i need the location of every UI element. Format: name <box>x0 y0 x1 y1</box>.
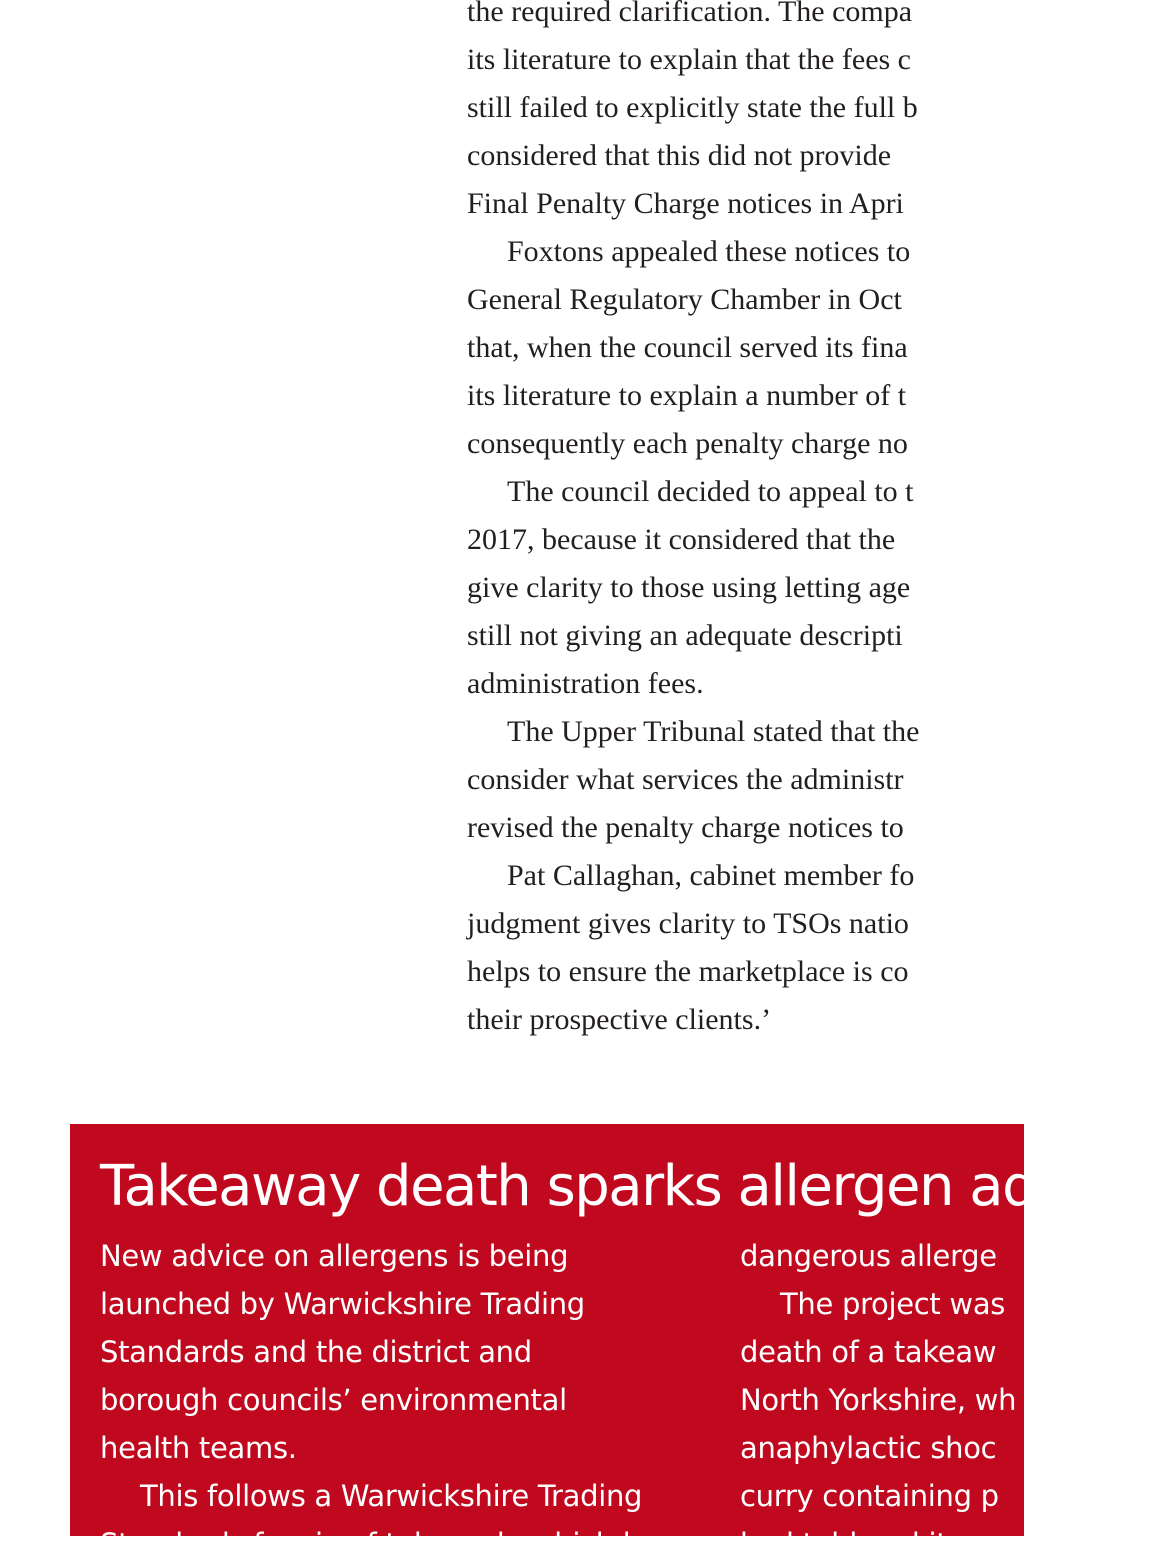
article-text-line: consider what services the administr <box>467 763 904 796</box>
sidebar-text-line: The project was <box>780 1287 1006 1321</box>
sidebar-text-line: This follows a Warwickshire Trading <box>140 1479 643 1513</box>
article-text-line: Foxtons appealed these notices to <box>507 235 911 268</box>
article-text-line: its literature to explain a number of t <box>467 379 907 412</box>
sidebar-text-line: anaphylactic shoc <box>740 1431 997 1465</box>
article-text-line: still failed to explicitly state the full b <box>467 91 918 124</box>
article-text-line: The Upper Tribunal stated that the <box>507 715 920 748</box>
sidebar-text-line: North Yorkshire, wh <box>740 1383 1017 1417</box>
sidebar-right-column <box>740 1232 1016 1568</box>
article-text-line: Pat Callaghan, cabinet member fo <box>507 859 915 892</box>
allergen-sidebar-box <box>70 1124 1037 1561</box>
sidebar-left-column <box>100 1232 642 1568</box>
article-text-line: Final Penalty Charge notices in Apri <box>467 187 904 220</box>
sidebar-text-line: launched by Warwickshire Trading <box>100 1287 585 1321</box>
article-text-line: 2017, because it considered that the <box>467 523 896 556</box>
article-text-line: the required clarification. The compa <box>467 0 913 28</box>
sidebar-text-line: Standards and the district and <box>100 1335 532 1369</box>
article-text-line: revised the penalty charge notices to <box>467 811 904 844</box>
article-text-line: their prospective clients.’ <box>467 1003 772 1036</box>
sidebar-headline: Takeaway death sparks allergen ad <box>100 1154 1037 1219</box>
article-text-line: still not giving an adequate descripti <box>467 619 903 652</box>
article-text-line: give clarity to those using letting age <box>467 571 911 604</box>
sidebar-text-line: death of a takeaw <box>740 1335 997 1369</box>
article-text-line: administration fees. <box>467 667 704 700</box>
sidebar-text-line: borough councils’ environmental <box>100 1383 567 1417</box>
article-text-line: helps to ensure the marketplace is co <box>467 955 909 988</box>
article-text-line: its literature to explain that the fees c <box>467 43 911 76</box>
article-body <box>467 0 1167 1044</box>
article-text-line: The council decided to appeal to t <box>507 475 914 508</box>
article-text-line: consequently each penalty charge no <box>467 427 908 460</box>
article-text-line: considered that this did not provide <box>467 139 892 172</box>
sidebar-text-line: dangerous allerge <box>740 1239 997 1273</box>
sidebar-text-line: had told and it w <box>740 1527 980 1561</box>
sidebar-text-line: Standards funcio of takeaw la which b <box>100 1527 641 1561</box>
article-text-line: judgment gives clarity to TSOs natio <box>467 907 909 940</box>
article-text-line: General Regulatory Chamber in Oct <box>467 283 902 316</box>
sidebar-text-line: curry containing p <box>740 1479 999 1513</box>
article-text-line: that, when the council served its fina <box>467 331 908 364</box>
sidebar-text-line: New advice on allergens is being <box>100 1239 569 1273</box>
sidebar-text-line: health teams. <box>100 1431 297 1465</box>
